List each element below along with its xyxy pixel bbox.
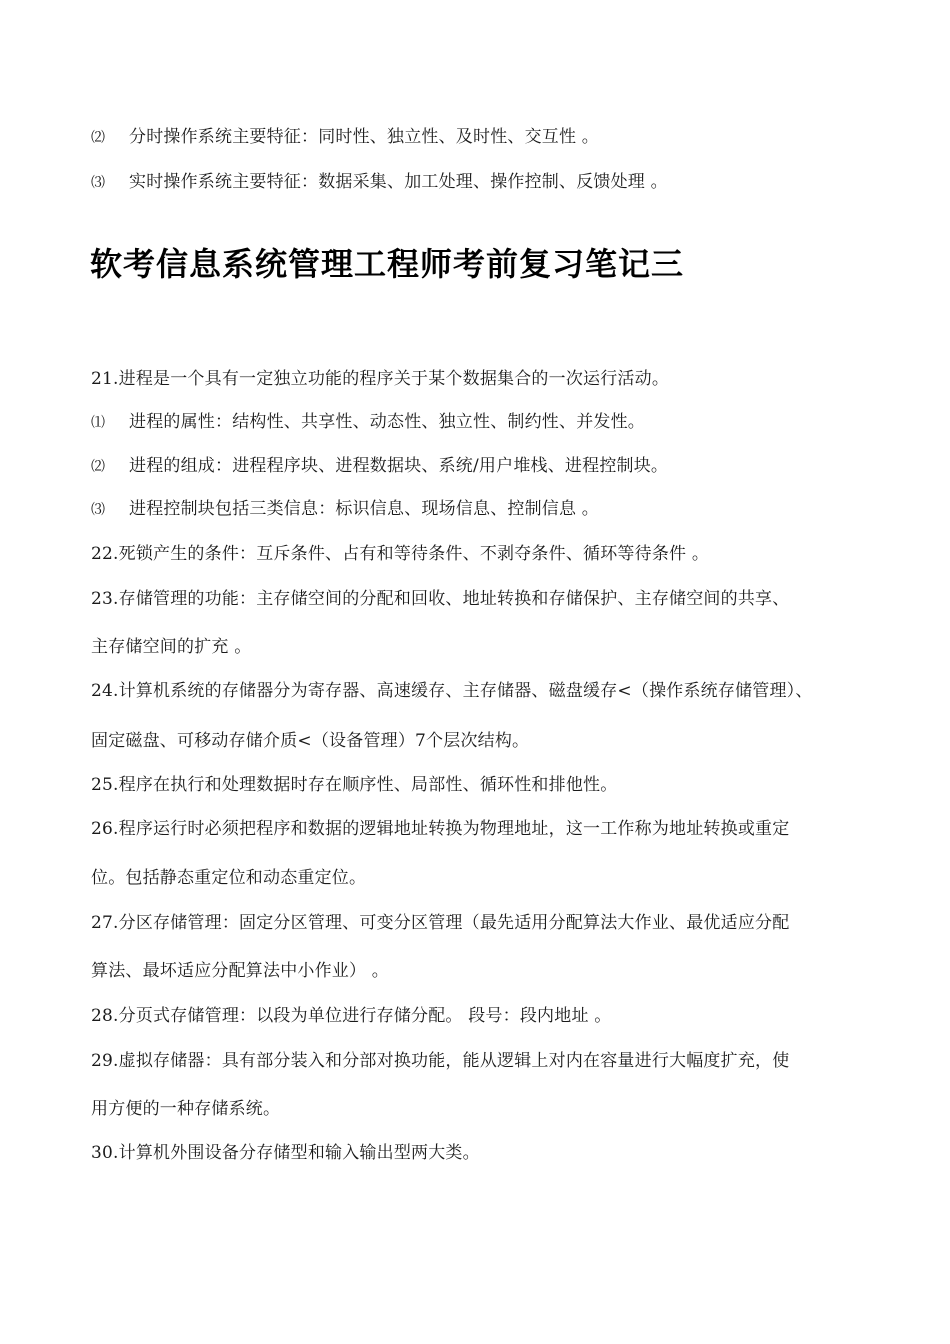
note-line (91, 1050, 789, 1072)
note-line (91, 774, 617, 796)
line-text: 用方便的一种存储系统。 (91, 1099, 281, 1119)
list-marker: ⑵ (91, 459, 106, 475)
line-text: 进程控制块包括三类信息：标识信息、现场信息、控制信息 。 (129, 499, 600, 519)
line-text: 26.程序运行时必须把程序和数据的逻辑地址转换为物理地址，这一工作称为地址转换或重定 (91, 819, 790, 839)
line-text: 固定磁盘、可移动存储介质<（设备管理）7个层次结构。 (91, 731, 530, 751)
note-line (91, 636, 251, 658)
list-marker: ⑶ (91, 502, 106, 518)
note-line (91, 912, 789, 934)
note-line (91, 498, 599, 521)
intro-line-1 (91, 126, 599, 149)
line-text: 28.分页式存储管理：以段为单位进行存储分配。 段号：段内地址 。 (91, 1006, 612, 1026)
note-line (91, 960, 389, 982)
line-text: 27.分区存储管理：固定分区管理、可变分区管理（最先适用分配算法大作业、最优适应分配 (91, 913, 790, 933)
line-text: 进程的属性：结构性、共享性、动态性、独立性、制约性、并发性。 (129, 412, 645, 432)
note-line (91, 1005, 611, 1027)
page-title: 软考信息系统管理工程师考前复习笔记三 (90, 245, 685, 283)
note-line (91, 411, 645, 434)
line-text: 25.程序在执行和处理数据时存在顺序性、局部性、循环性和排他性。 (91, 775, 618, 795)
line-text: 24.计算机系统的存储器分为寄存器、高速缓存、主存储器、磁盘缓存<（操作系统存储管理）、 (91, 681, 813, 701)
note-line (91, 818, 789, 840)
line-text: 23.存储管理的功能：主存储空间的分配和回收、地址转换和存储保护、主存储空间的共享、 (91, 589, 790, 609)
line-text: 21.进程是一个具有一定独立功能的程序关于某个数据集合的一次运行活动。 (91, 369, 670, 389)
line-text: 算法、最坏适应分配算法中小作业） 。 (91, 961, 390, 981)
note-line (91, 543, 709, 565)
line-text: 位。包括静态重定位和动态重定位。 (91, 868, 367, 888)
note-line (91, 867, 366, 889)
list-marker: ⑶ (91, 175, 106, 191)
note-line (91, 730, 529, 752)
line-text: 实时操作系统主要特征：数据采集、加工处理、操作控制、反馈处理 。 (129, 172, 668, 192)
list-marker: ⑵ (91, 130, 106, 146)
note-line (91, 455, 668, 478)
line-text: 30.计算机外围设备分存储型和输入输出型两大类。 (91, 1143, 480, 1163)
line-text: 29.虚拟存储器：具有部分装入和分部对换功能，能从逻辑上对内在容量进行大幅度扩充，使 (91, 1051, 790, 1071)
intro-line-2 (91, 171, 668, 194)
note-line (91, 1098, 280, 1120)
line-text: 分时操作系统主要特征：同时性、独立性、及时性、交互性 。 (129, 127, 600, 147)
line-text: 进程的组成：进程程序块、进程数据块、系统/用户堆栈、进程控制块。 (129, 456, 669, 476)
list-marker: ⑴ (91, 415, 106, 431)
note-line (91, 680, 813, 702)
note-line (91, 368, 669, 390)
note-line (91, 1142, 480, 1164)
note-line (91, 588, 789, 610)
line-text: 22.死锁产生的条件：互斥条件、占有和等待条件、不剥夺条件、循环等待条件 。 (91, 544, 710, 564)
line-text: 主存储空间的扩充 。 (91, 637, 252, 657)
